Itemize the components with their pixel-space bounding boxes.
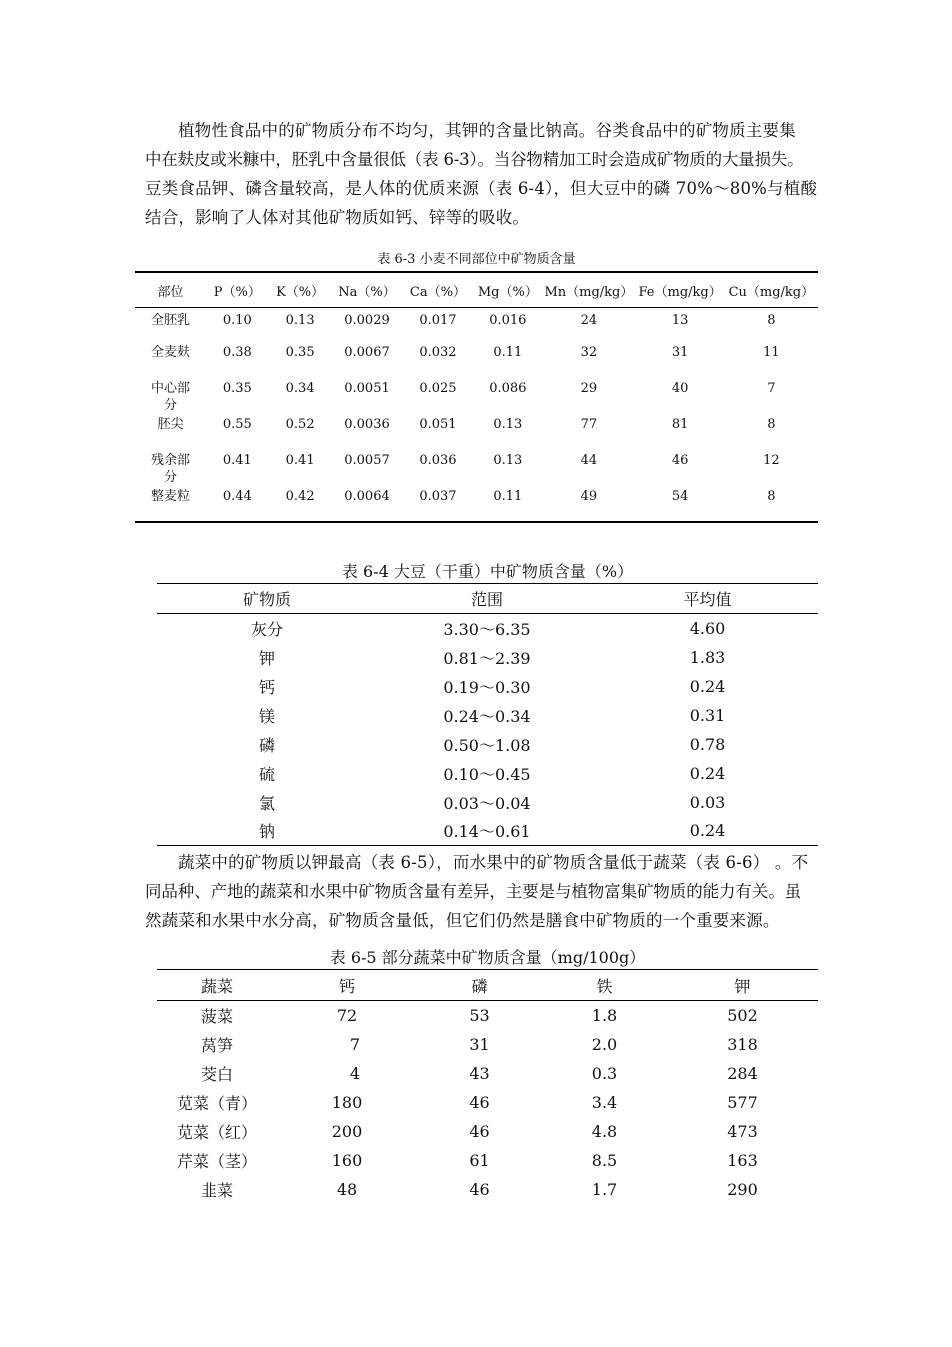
- table-6-4-caption: 表 6-4 大豆（干重）中矿物质含量（%）: [341, 562, 634, 581]
- table-row: [157, 1030, 818, 1059]
- table-cell: 钾: [258, 648, 275, 668]
- table-cell: 284: [727, 1063, 758, 1083]
- table-cell: 茭白: [200, 1064, 233, 1084]
- paragraph-line: 结合，影响了人体对其他矿物质如钙、锌等的吸收。: [145, 208, 530, 227]
- table-cell: 磷: [258, 735, 275, 755]
- table-cell: 0.11: [493, 488, 523, 504]
- table-cell: 0.0057: [344, 452, 390, 468]
- paragraph-line: 然蔬菜和水果中水分高，矿物质含量低，但它们仍然是膳食中矿物质的一个重要来源。: [145, 911, 780, 930]
- table-cell: 0.34: [285, 380, 315, 396]
- table-cell: 0.0067: [344, 344, 390, 360]
- table-cell: 莴笋: [200, 1035, 233, 1055]
- table-row: [157, 788, 818, 817]
- table-row: [157, 614, 818, 643]
- table-cell: 芹菜（茎）: [176, 1151, 257, 1171]
- column-header: 矿物质: [157, 584, 377, 614]
- table-cell: 24: [580, 313, 598, 328]
- table-cell: 200: [331, 1121, 363, 1141]
- table-cell: 0.35: [285, 344, 315, 360]
- column-header: 范围: [377, 584, 597, 614]
- paragraph-line: 同品种、产地的蔬菜和水果中矿物质含量有差异，主要是与植物富集矿物质的能力有关。虽: [145, 882, 802, 901]
- table-cell: 0.016: [489, 313, 527, 328]
- table-cell: 0.0029: [344, 313, 390, 328]
- column-header: K（%）: [269, 272, 332, 308]
- table-row: [157, 1146, 818, 1175]
- table-cell: 77: [580, 416, 598, 432]
- table-cell: 4.8: [591, 1121, 618, 1141]
- table-cell: 钠: [258, 822, 275, 842]
- table-cell: 0.051: [419, 416, 457, 432]
- table-cell: 氯: [258, 793, 275, 813]
- table-cell: 160: [331, 1150, 363, 1170]
- table-cell: 3.30～6.35: [443, 619, 531, 639]
- table-cell: 0.086: [489, 380, 527, 396]
- table-row: [135, 452, 818, 488]
- table-cell: 29: [580, 380, 598, 396]
- column-header: 部位: [135, 272, 206, 308]
- table-cell: 0.0036: [344, 416, 390, 432]
- table-row: [157, 759, 818, 788]
- table-cell: 0.13: [285, 313, 315, 328]
- table-cell: 胚尖: [157, 416, 184, 432]
- column-header: 蔬菜: [157, 970, 277, 1001]
- column-header: 磷: [417, 970, 542, 1001]
- column-header: Mn（mg/kg）: [542, 272, 635, 308]
- table-cell: 0.0051: [344, 380, 390, 396]
- column-header: Fe（mg/kg）: [636, 272, 725, 308]
- table-cell: 1.8: [591, 1005, 618, 1025]
- table-cell: 43: [469, 1063, 490, 1083]
- table-cell: 苋菜（红）: [176, 1122, 257, 1142]
- column-header: 铁: [542, 970, 667, 1001]
- table-cell: 0.24: [689, 763, 726, 783]
- table-row: [157, 1175, 818, 1204]
- table-cell: 7: [349, 1034, 361, 1054]
- table-cell: 4.60: [689, 618, 726, 638]
- table-cell: 0.03～0.04: [443, 793, 531, 813]
- table-cell: 0.41: [285, 452, 315, 468]
- table-row: [157, 701, 818, 730]
- table-cell: 8: [767, 313, 776, 328]
- table-cell: 7: [767, 380, 776, 396]
- table-cell: 硫: [258, 764, 275, 784]
- table-cell: 318: [727, 1034, 758, 1054]
- table-cell: 钙: [258, 677, 275, 697]
- table-cell: 11: [763, 344, 780, 360]
- table-cell: 4: [349, 1063, 361, 1083]
- table-cell: 577: [727, 1092, 758, 1112]
- table-cell: 0.24: [689, 821, 726, 841]
- table-cell: 48: [336, 1179, 358, 1199]
- table-cell: 0.10: [222, 313, 252, 328]
- table-6-3-caption: 表 6-3 小麦不同部位中矿物质含量: [377, 252, 576, 267]
- table-header-row: [135, 272, 818, 308]
- column-header: P（%）: [206, 272, 269, 308]
- table-cell: 12: [763, 452, 780, 468]
- table-cell: [135, 452, 206, 488]
- table-cell: 46: [671, 452, 689, 468]
- table-cell: 灰分: [250, 619, 283, 639]
- column-header: 平均值: [597, 584, 818, 614]
- table-cell: 163: [727, 1150, 758, 1170]
- table-cell: 180: [331, 1092, 363, 1112]
- table-row: [135, 308, 818, 344]
- table-cell: 31: [671, 344, 689, 360]
- table-cell: 31: [469, 1034, 490, 1054]
- column-header: Ca（%）: [402, 272, 473, 308]
- table-cell: 46: [469, 1179, 490, 1199]
- table-cell: 0.41: [222, 452, 252, 468]
- table-cell: 502: [727, 1005, 758, 1025]
- paragraph-line: 豆类食品钾、磷含量较高，是人体的优质来源（表 6-4），但大豆中的磷 70%～80%与植酸: [145, 179, 818, 198]
- table-cell: 0.11: [493, 344, 523, 360]
- table-cell: 46: [469, 1092, 490, 1112]
- table-cell: 0.14～0.61: [443, 822, 531, 842]
- column-header: 钙: [277, 970, 417, 1001]
- table-cell: 0.0064: [344, 488, 390, 504]
- intro-paragraph: [145, 116, 818, 232]
- table-row: [157, 817, 818, 846]
- table-cell: 13: [671, 313, 689, 328]
- table-cell: 0.037: [419, 488, 457, 504]
- table-cell: 44: [580, 452, 598, 468]
- table-cell: 8: [767, 488, 776, 504]
- table-cell: 290: [727, 1179, 758, 1199]
- table-cell: 473: [727, 1121, 758, 1141]
- table-cell: 0.19～0.30: [443, 677, 531, 697]
- table-cell: 0.025: [419, 380, 457, 396]
- table-cell: 32: [580, 344, 598, 360]
- table-cell: 49: [580, 488, 598, 504]
- table-row: [157, 643, 818, 672]
- table-6-4: [157, 583, 818, 846]
- table-cell: 1.83: [689, 647, 726, 667]
- mid-paragraph: [145, 848, 815, 935]
- table-cell: 0.24～0.34: [443, 706, 531, 726]
- table-row: [135, 488, 818, 522]
- table-cell: 全胚乳: [150, 313, 190, 328]
- table-cell: 0.38: [222, 344, 252, 360]
- table-cell: 1.7: [591, 1179, 618, 1199]
- table-cell: 46: [469, 1121, 490, 1141]
- paragraph-line: 植物性食品中的矿物质分布不均匀，其钾的含量比钠高。谷类食品中的矿物质主要集: [178, 121, 796, 140]
- table-row: [157, 1059, 818, 1088]
- table-6-5: [157, 969, 818, 1204]
- table-cell: 0.13: [493, 452, 523, 468]
- table-cell: 2.0: [591, 1034, 618, 1054]
- paragraph-line: 蔬菜中的矿物质以钾最高（表 6-5），而水果中的矿物质含量低于蔬菜（表 6-6） 。不: [178, 853, 809, 872]
- table-cell: 0.78: [689, 734, 726, 754]
- table-cell: 全麦麸: [150, 344, 190, 360]
- table-cell: 81: [671, 416, 689, 432]
- table-row: [157, 672, 818, 701]
- table-cell: 0.13: [493, 416, 523, 432]
- paragraph-line: 中在麸皮或米糠中，胚乳中含量很低（表 6-3）。当谷物精加工时会造成矿物质的大量损失。: [145, 150, 804, 169]
- table-cell: 0.35: [222, 380, 252, 396]
- column-header: 钾: [667, 970, 818, 1001]
- table-cell: 0.24: [689, 676, 726, 696]
- table-cell: 0.55: [222, 416, 252, 432]
- wrapped-cell-text: 残余部分: [150, 452, 190, 485]
- table-cell: 菠菜: [200, 1006, 233, 1026]
- table-cell: 0.03: [689, 792, 726, 812]
- table-cell: 54: [671, 488, 689, 504]
- table-cell: 整麦粒: [150, 488, 190, 504]
- table-cell: 镁: [258, 706, 275, 726]
- table-cell: 61: [469, 1150, 490, 1170]
- table-cell: 苋菜（青）: [176, 1093, 257, 1113]
- table-cell: 0.032: [419, 344, 457, 360]
- table-cell: 40: [671, 380, 689, 396]
- table-6-3: [135, 271, 818, 523]
- column-header: Na（%）: [332, 272, 403, 308]
- table-cell: 0.31: [689, 705, 726, 725]
- table-row: [157, 1117, 818, 1146]
- table-row: [157, 1088, 818, 1117]
- table-cell: 8: [767, 416, 776, 432]
- table-cell: 0.017: [419, 313, 457, 328]
- table-cell: 0.44: [222, 488, 252, 504]
- table-cell: [135, 380, 206, 416]
- table-cell: 0.50～1.08: [443, 735, 531, 755]
- table-cell: 0.036: [419, 452, 457, 468]
- table-row: [135, 344, 818, 380]
- table-header-row: [157, 584, 818, 614]
- wrapped-cell-text: 中心部分: [150, 380, 190, 413]
- table-row: [135, 380, 818, 416]
- column-header: Mg（%）: [473, 272, 542, 308]
- table-row: [157, 730, 818, 759]
- table-6-5-caption: 表 6-5 部分蔬菜中矿物质含量（mg/100g）: [329, 948, 646, 967]
- table-cell: 0.10～0.45: [443, 764, 531, 784]
- table-cell: 53: [469, 1005, 490, 1025]
- table-row: [157, 1001, 818, 1030]
- table-cell: 3.4: [591, 1092, 618, 1112]
- table-row: [135, 416, 818, 452]
- column-header: Cu（mg/kg）: [725, 272, 818, 308]
- table-cell: 0.52: [285, 416, 315, 432]
- table-cell: 0.42: [285, 488, 315, 504]
- table-cell: 0.3: [591, 1063, 618, 1083]
- table-cell: 8.5: [591, 1150, 618, 1170]
- table-header-row: [157, 970, 818, 1001]
- table-cell: 0.81～2.39: [443, 648, 531, 668]
- table-cell: 韭菜: [200, 1180, 233, 1200]
- table-cell: 72: [336, 1005, 358, 1025]
